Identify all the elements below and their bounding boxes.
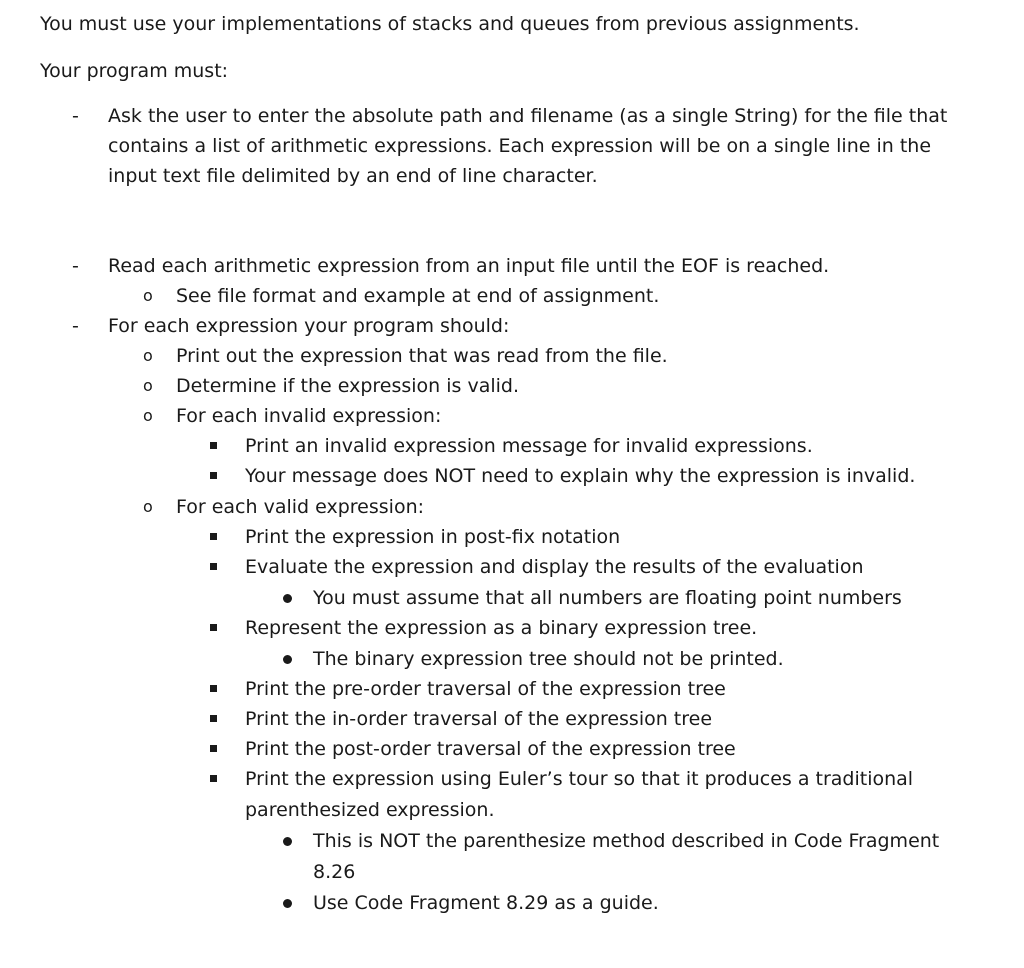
valid-euler-line1: Print the expression using Euler’s tour so that it produces a traditional: [245, 768, 914, 790]
circle-bullet: o: [143, 346, 153, 365]
valid-tree: Represent the expression as a binary expression tree.: [245, 617, 758, 639]
program-must-text: Your program must:: [40, 60, 229, 82]
item3-sub-determine: Determine if the expression is valid.: [176, 375, 520, 397]
circle-bullet: o: [143, 497, 153, 516]
square-bullet: [210, 775, 217, 782]
invalid-point-1: Print an invalid expression message for invalid expressions.: [245, 435, 813, 457]
dash-marker: -: [72, 105, 79, 127]
dash-marker: -: [72, 255, 79, 277]
circle-bullet: o: [143, 286, 153, 305]
valid-evaluate-note: You must assume that all numbers are floating point numbers: [313, 587, 902, 609]
item3-sub-invalid: For each invalid expression:: [176, 405, 442, 427]
dot-bullet: [283, 899, 292, 908]
item1-line1: Ask the user to enter the absolute path and filename (as a single String) for the file that: [108, 105, 948, 127]
dot-bullet: [283, 655, 292, 664]
circle-bullet: o: [143, 376, 153, 395]
square-bullet: [210, 745, 217, 752]
item1-line2: contains a list of arithmetic expressions. Each expression will be on a single line in the: [108, 135, 932, 157]
dot-bullet: [283, 837, 292, 846]
item1-line3: input text file delimited by an end of line character.: [108, 165, 598, 187]
square-bullet: [210, 715, 217, 722]
dot-bullet: [283, 594, 292, 603]
invalid-point-2: Your message does NOT need to explain why the expression is invalid.: [245, 465, 916, 487]
valid-tree-note: The binary expression tree should not be printed.: [313, 648, 784, 670]
square-bullet: [210, 685, 217, 692]
valid-inorder: Print the in-order traversal of the expression tree: [245, 708, 713, 730]
euler-note1-line1: This is NOT the parenthesize method described in Code Fragment: [313, 830, 940, 852]
item3-sub-valid: For each valid expression:: [176, 496, 425, 518]
square-bullet: [210, 533, 217, 540]
item3-text: For each expression your program should:: [108, 315, 510, 337]
circle-bullet: o: [143, 406, 153, 425]
item2-sub-text: See file format and example at end of assignment.: [176, 285, 660, 307]
dash-marker: -: [72, 315, 79, 337]
valid-preorder: Print the pre-order traversal of the expression tree: [245, 678, 726, 700]
euler-note2: Use Code Fragment 8.29 as a guide.: [313, 892, 659, 914]
square-bullet: [210, 442, 217, 449]
valid-euler-line2: parenthesized expression.: [245, 799, 495, 821]
valid-postorder: Print the post-order traversal of the expression tree: [245, 738, 736, 760]
square-bullet: [210, 624, 217, 631]
intro-text: You must use your implementations of stacks and queues from previous assignments.: [40, 13, 860, 35]
item3-sub-print: Print out the expression that was read from the file.: [176, 345, 668, 367]
item2-text: Read each arithmetic expression from an input file until the EOF is reached.: [108, 255, 830, 277]
square-bullet: [210, 563, 217, 570]
square-bullet: [210, 472, 217, 479]
valid-postfix: Print the expression in post-fix notation: [245, 526, 621, 548]
euler-note1-line2: 8.26: [313, 861, 356, 883]
valid-evaluate: Evaluate the expression and display the results of the evaluation: [245, 556, 864, 578]
